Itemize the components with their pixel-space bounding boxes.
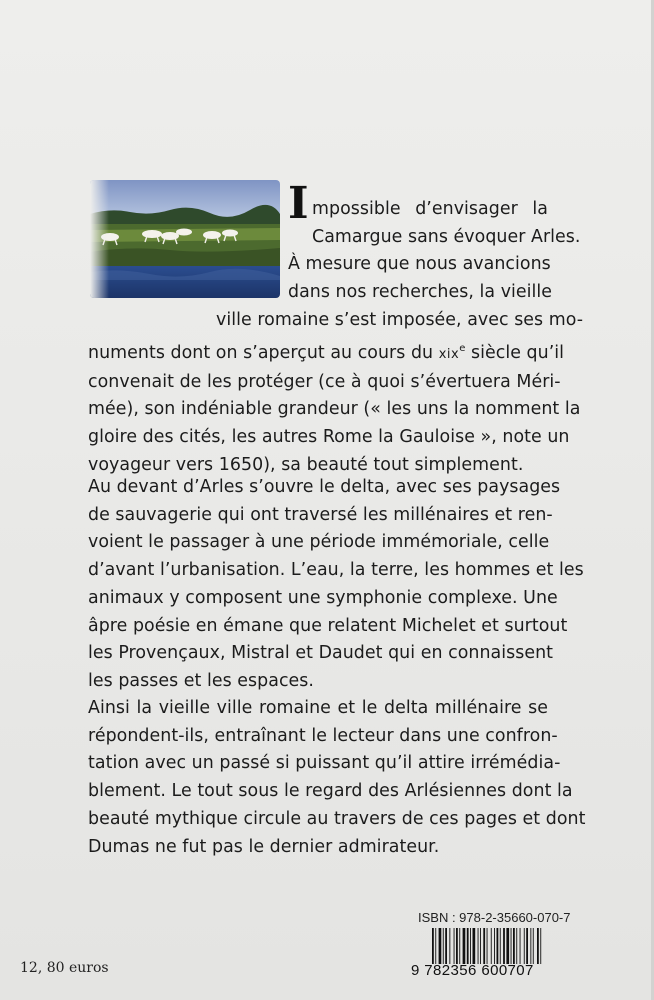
isbn-barcode [430,928,558,966]
paragraph-1-wrap [288,251,553,306]
text-line: Au devant d’Arles s’ouvre le delta, avec ses paysages [88,477,561,497]
text-line: dans nos recherches, la vieille [288,281,553,302]
text-fragment: siècle qu’il [465,342,565,363]
text-line: tation avec un passé si puissant qu’il attire irrémédia- [88,753,561,774]
price-label: 12, 80 euros [20,960,109,976]
text-line: voyageur vers 1650), sa beauté tout simplement. [88,454,524,475]
barcode-digits: 9 782356 600707 [411,962,534,979]
superscript: e [459,343,466,354]
camargue-horses-photo [90,180,280,298]
text-line: animaux y composent une symphonie complexe. Une [88,587,558,608]
text-line: de sauvagerie qui ont traversé les millénaires et ren- [88,504,553,525]
text-line: répondent-ils, entraînant le lecteur dans une confron- [88,725,558,746]
barcode-icon [430,928,558,966]
paragraph-1-body [88,335,581,479]
paragraph-1-intro [312,196,581,251]
paragraph-3 [88,695,586,861]
drop-cap: I [288,178,309,229]
text-line: mpossible d’envisager la [312,199,548,219]
text-line: âpre poésie en émane que relatent Michelet et surtout [88,615,568,636]
text-line: blement. Le tout sous le regard des Arlésiennes dont la [88,781,573,802]
paragraph-2 [88,474,584,696]
text-line: ville romaine s’est imposée, avec ses mo- [216,310,584,330]
horses-in-marsh-image [90,180,280,298]
text-line: les Provençaux, Mistral et Daudet qui en connaissent [88,643,554,664]
text-fragment: numents dont on s’aperçut au cours du [88,342,439,363]
text-line: gloire des cités, les autres Rome la Gauloise », note un [88,426,570,447]
roman-numeral: xix [438,346,460,362]
text-line: Ainsi la vieille ville romaine et le delta millénaire se [88,698,548,718]
isbn-label: ISBN : 978-2-35660-070-7 [418,910,571,925]
text-line: Camargue sans évoquer Arles. [312,226,581,247]
text-line: mée), son indéniable grandeur (« les uns la nomment la [88,399,581,420]
text-line-xix [88,335,565,369]
text-line: les passes et les espaces. [88,670,314,691]
text-line: d’avant l’urbanisation. L’eau, la terre, les hommes et les [88,560,584,581]
paragraph-1-ville-line [216,307,584,335]
text-line: voient le passager à une période immémoriale, celle [88,532,550,553]
text-line: Dumas ne fut pas le dernier admirateur. [88,836,440,857]
text-line: beauté mythique circule au travers de ces pages et dont [88,808,586,829]
text-line: convenait de les protéger (ce à quoi s’évertuera Méri- [88,371,561,392]
text-line: À mesure que nous avancions [288,254,551,274]
